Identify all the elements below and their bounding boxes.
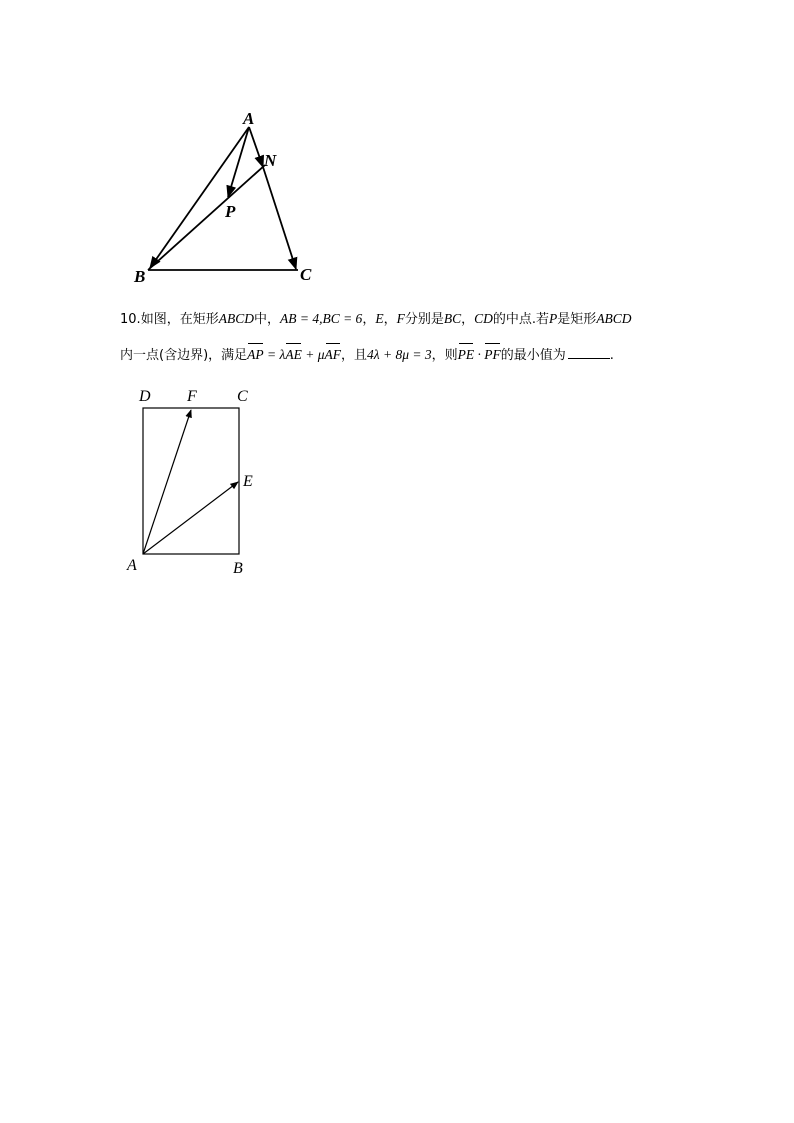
text: 如图，在矩形	[140, 312, 219, 327]
problem-number: 10.	[120, 312, 141, 327]
vector-AE	[143, 482, 238, 554]
text: ，且	[341, 348, 368, 363]
vector-PE: PE	[457, 347, 475, 362]
problem-10-line-1	[120, 310, 632, 329]
label-F: F	[187, 388, 197, 405]
rectangle-figure	[125, 385, 270, 580]
math: = λ	[263, 347, 286, 362]
math: AB = 4,BC = 6	[279, 311, 363, 326]
label-P: P	[225, 202, 236, 221]
label-C: C	[300, 265, 312, 284]
label-C: C	[237, 388, 248, 405]
edge-NC	[263, 167, 296, 269]
text: .	[609, 348, 614, 363]
label-B: B	[233, 560, 243, 577]
text: 是矩形	[557, 312, 597, 327]
vector-AF	[143, 410, 191, 554]
dot-operator: ·	[474, 347, 485, 362]
text: ，	[362, 312, 376, 327]
vector-PF: PF	[484, 347, 501, 362]
text: 内一点(含边界)，满足	[120, 348, 248, 363]
triangle-figure	[128, 105, 328, 290]
segment-BN	[148, 165, 265, 270]
label-B: B	[134, 267, 146, 286]
math: ABCD	[218, 311, 254, 326]
vector-AB	[150, 127, 249, 268]
math: E	[375, 311, 384, 326]
math: + μ	[301, 347, 325, 362]
vector-AF: AF	[324, 347, 342, 362]
math: BC	[443, 311, 462, 326]
problem-10-line-2	[120, 346, 614, 365]
condition: 4λ + 8μ = 3	[367, 347, 432, 362]
rect-ABCD	[143, 408, 239, 554]
math: P	[549, 311, 558, 326]
vector-AP: AP	[247, 347, 264, 362]
math: CD	[474, 311, 493, 326]
text: ，	[383, 312, 397, 327]
label-D: D	[139, 388, 151, 405]
label-A: A	[243, 109, 255, 128]
text: 的中点.若	[492, 312, 550, 327]
text: 的最小值为	[500, 348, 566, 363]
math: ABCD	[596, 311, 632, 326]
text: ，则	[431, 348, 458, 363]
math: F	[396, 311, 405, 326]
edge-AN	[249, 127, 263, 167]
answer-blank	[568, 358, 610, 359]
text: 分别是	[404, 312, 444, 327]
vector-AP	[228, 127, 249, 197]
label-N: N	[264, 151, 277, 170]
text: ，	[461, 312, 475, 327]
vector-AE: AE	[285, 347, 302, 362]
label-A: A	[127, 557, 137, 574]
label-E: E	[243, 473, 253, 490]
text: 中，	[253, 312, 280, 327]
